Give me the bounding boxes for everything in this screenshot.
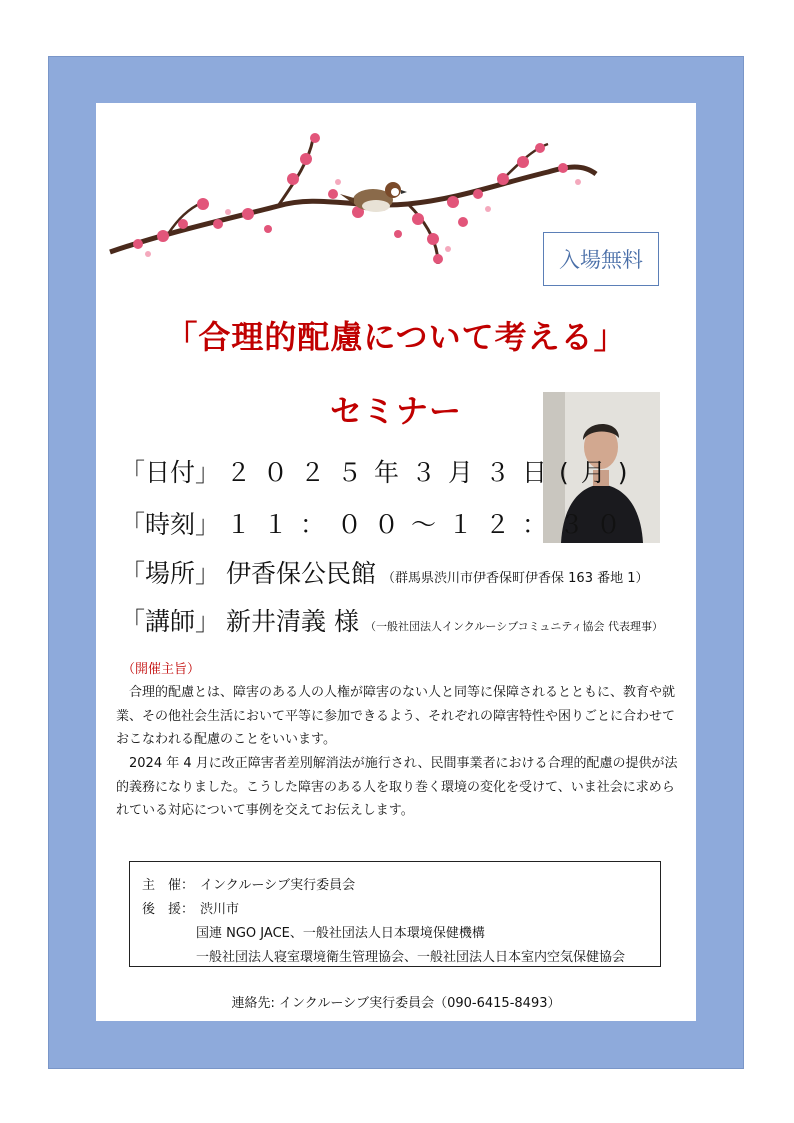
time-value: １１：００～１２：３０: [226, 510, 634, 539]
sponsor-box: [129, 861, 661, 967]
support-label: 後 援：: [142, 902, 195, 917]
support-row: 国連 NGO JACE、一般社団法人日本環境保健機構: [196, 926, 485, 941]
purpose-paragraph: 2024 年 4 月に改正障害者差別解消法が施行され、民間事業者における合理的配慮の提供が法的義務になりました。こうした障害のある人を取り巻く環境の変化を受けて、いま社会に求められている対応について事例を交えてお伝えします。: [116, 756, 678, 818]
venue-row: [120, 554, 649, 590]
contact-info: 連絡先: インクルーシブ実行委員会（090-6415-8493）: [231, 996, 561, 1011]
sparrow-illustration: [340, 182, 407, 212]
time-row: [120, 505, 633, 541]
venue-address: （群馬県渋川市伊香保町伊香保 163 番地 1）: [382, 571, 649, 586]
free-admission-badge: 入場無料: [543, 232, 659, 286]
seminar-subtitle: セミナー: [329, 392, 462, 430]
venue-value: 伊香保公民館: [226, 559, 377, 588]
date-value: ２０２５年３月３日(月): [226, 458, 640, 487]
lecturer-label: 「講師」: [120, 607, 221, 636]
venue-label: 「場所」: [120, 559, 221, 588]
support-row: [142, 898, 239, 917]
lecturer-name: 新井清義 様: [226, 607, 359, 636]
plum-blossom-branch-illustration: [108, 124, 598, 274]
support-row: 一般社団法人寝室環境衛生管理協会、一般社団法人日本室内空気保健協会: [196, 950, 626, 965]
lecturer-affiliation: （一般社団法人インクルーシブコミュニティ協会 代表理事）: [364, 620, 664, 633]
date-row: [120, 453, 640, 489]
purpose-paragraph: 合理的配慮とは、障害のある人の人権が障害のない人と同等に保障されるとともに、教育や就業、その他社会生活において平等に参加できるよう、それぞれの障害特性や困りごとに合わせておこなわれる配慮のことをいいます。: [116, 685, 676, 747]
organizer-row: [142, 874, 355, 893]
lecturer-row: [120, 602, 663, 638]
support-name: 渋川市: [200, 902, 240, 917]
date-label: 「日付」: [120, 458, 221, 487]
time-label: 「時刻」: [120, 510, 221, 539]
purpose-heading: （開催主旨）: [122, 662, 201, 677]
seminar-title: 「合理的配慮について考える」: [165, 318, 627, 356]
organizer-name: インクルーシブ実行委員会: [200, 878, 356, 893]
organizer-label: 主 催：: [142, 878, 195, 893]
